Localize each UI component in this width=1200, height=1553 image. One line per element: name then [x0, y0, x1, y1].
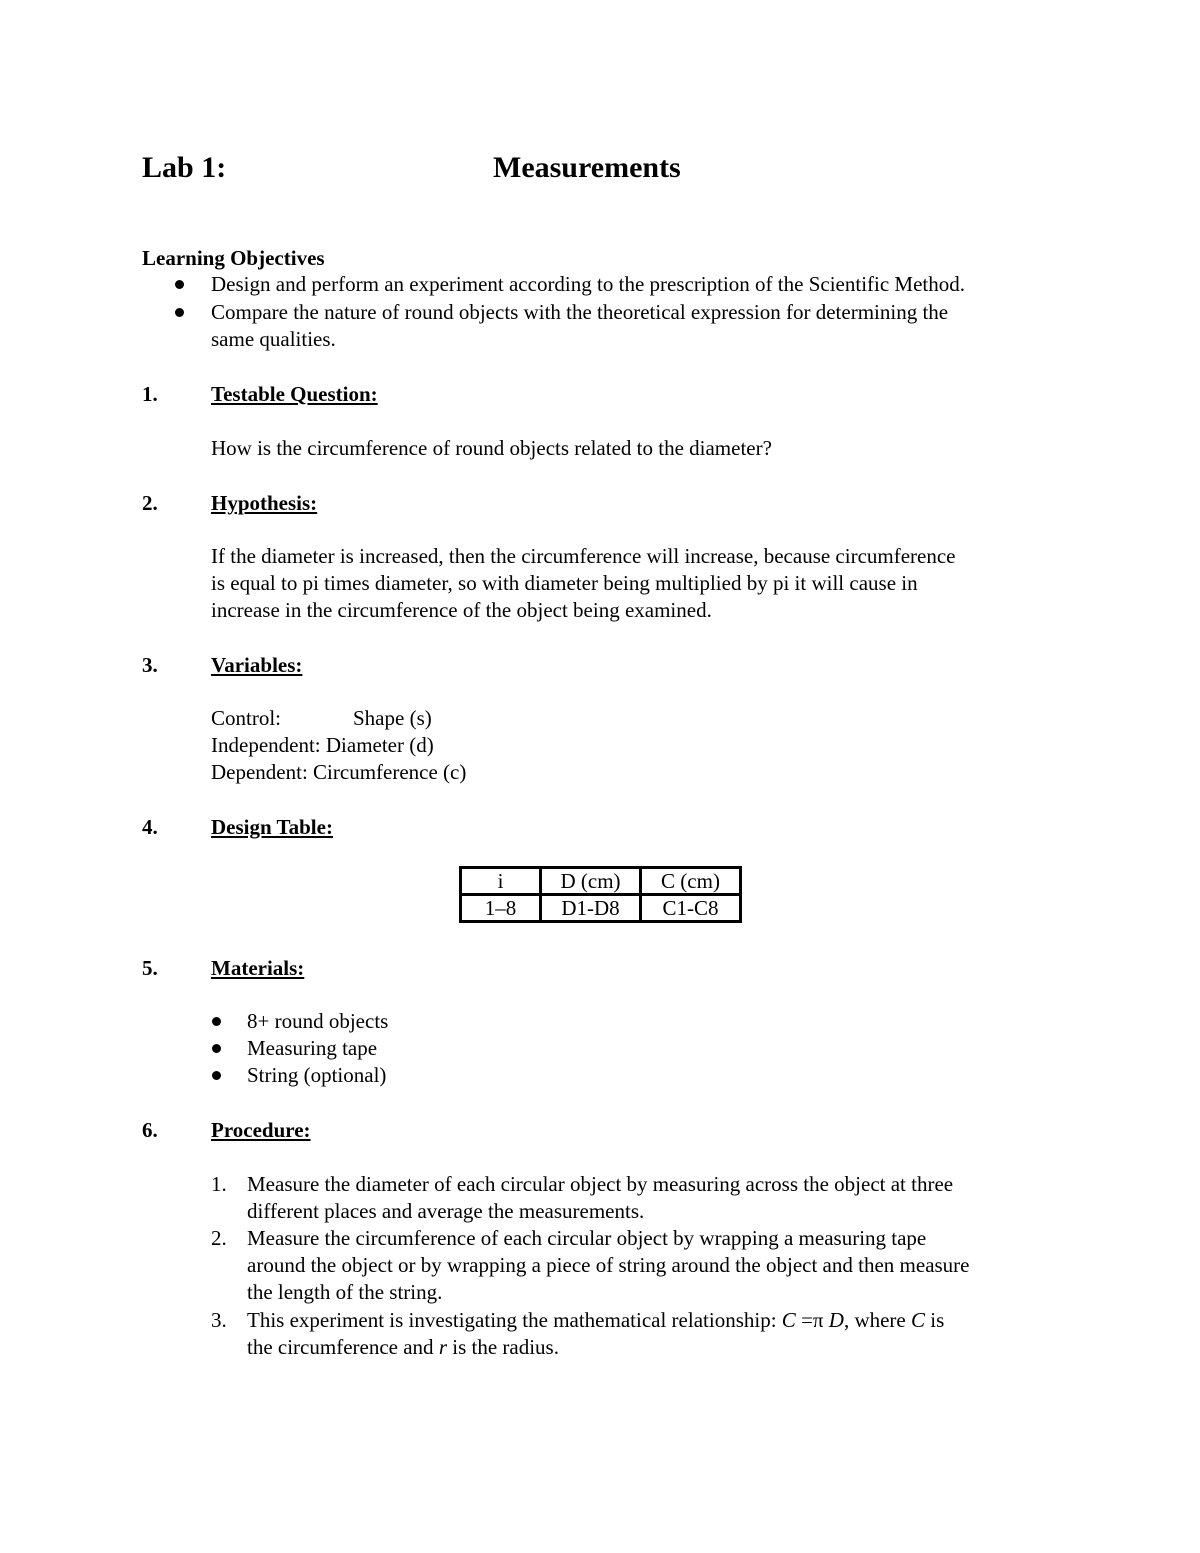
step-text: is the radius.	[447, 1335, 559, 1359]
variable-d: D	[828, 1308, 844, 1332]
variable-c: C	[781, 1308, 796, 1332]
section-heading-testable-question: Testable Question:	[211, 382, 378, 406]
materials-item: 8+ round objects	[247, 1009, 389, 1033]
dependent-variable: Dependent: Circumference (c)	[211, 760, 467, 784]
objectives-heading: Learning Objectives	[142, 246, 325, 270]
section-number: 6.	[142, 1118, 158, 1142]
procedure-step-line: around the object or by wrapping a piece of string around the object and then measure	[247, 1253, 970, 1277]
section-number: 2.	[142, 491, 158, 515]
procedure-step-line: the length of the string.	[247, 1280, 443, 1304]
section-heading-variables: Variables:	[211, 653, 303, 677]
step-text: This experiment is investigating the mathematical relationship:	[247, 1308, 782, 1332]
bullet-icon	[212, 1071, 221, 1080]
section-number: 3.	[142, 653, 158, 677]
equals-pi: =π	[795, 1308, 829, 1332]
procedure-step-line: Measure the circumference of each circular object by wrapping a measuring tape	[247, 1226, 927, 1250]
objective-item: Compare the nature of round objects with the theoretical expression for determining the	[211, 300, 949, 324]
objective-item-continued: same qualities.	[211, 327, 336, 351]
control-value: Shape (s)	[353, 706, 432, 730]
hypothesis-line: increase in the circumference of the object being examined.	[211, 598, 712, 622]
section-heading-materials: Materials:	[211, 956, 305, 980]
procedure-step-line: Measure the diameter of each circular object by measuring across the object at three	[247, 1172, 954, 1196]
objective-item: Design and perform an experiment according to the prescription of the Scientific Method.	[211, 272, 966, 296]
bullet-icon	[212, 1017, 221, 1026]
table-cell: D1-D8	[541, 895, 641, 922]
section-number: 4.	[142, 815, 158, 839]
design-table	[459, 866, 742, 923]
section-heading-design-table: Design Table:	[211, 815, 333, 839]
hypothesis-line: is equal to pi times diameter, so with diameter being multiplied by pi it will cause in	[211, 571, 918, 595]
table-header-row	[461, 868, 741, 895]
variable-r: r	[438, 1335, 447, 1359]
table-header-cell: C (cm)	[641, 868, 741, 895]
section-heading-procedure: Procedure:	[211, 1118, 311, 1142]
table-header-cell: D (cm)	[541, 868, 641, 895]
procedure-step-line: different places and average the measurements.	[247, 1199, 645, 1223]
section-heading-hypothesis: Hypothesis:	[211, 491, 318, 515]
procedure-step-number: 1.	[211, 1172, 227, 1196]
table-row	[461, 895, 741, 922]
step-text: , where	[843, 1308, 911, 1332]
bullet-icon	[175, 308, 184, 317]
materials-item: String (optional)	[247, 1063, 387, 1087]
materials-item: Measuring tape	[247, 1036, 378, 1060]
bullet-icon	[175, 280, 184, 289]
table-cell: C1-C8	[641, 895, 741, 922]
control-label: Control:	[211, 706, 282, 730]
procedure-step-line	[247, 1307, 944, 1334]
section-number: 1.	[142, 382, 158, 406]
variable-c: C	[911, 1308, 926, 1332]
independent-variable: Independent: Diameter (d)	[211, 733, 434, 757]
procedure-step-line	[247, 1334, 559, 1361]
step-text: is	[925, 1308, 945, 1332]
procedure-step-number: 3.	[211, 1308, 227, 1332]
table-cell: 1–8	[461, 895, 541, 922]
step-text: the circumference and	[247, 1335, 439, 1359]
title-measurements: Measurements	[493, 151, 681, 184]
hypothesis-line: If the diameter is increased, then the circumference will increase, because circumference	[211, 544, 956, 568]
bullet-icon	[212, 1044, 221, 1053]
title-lab: Lab 1:	[142, 151, 227, 184]
section-number: 5.	[142, 956, 158, 980]
procedure-step-number: 2.	[211, 1226, 227, 1250]
testable-question-text: How is the circumference of round objects related to the diameter?	[211, 436, 772, 460]
table-header-cell: i	[461, 868, 541, 895]
